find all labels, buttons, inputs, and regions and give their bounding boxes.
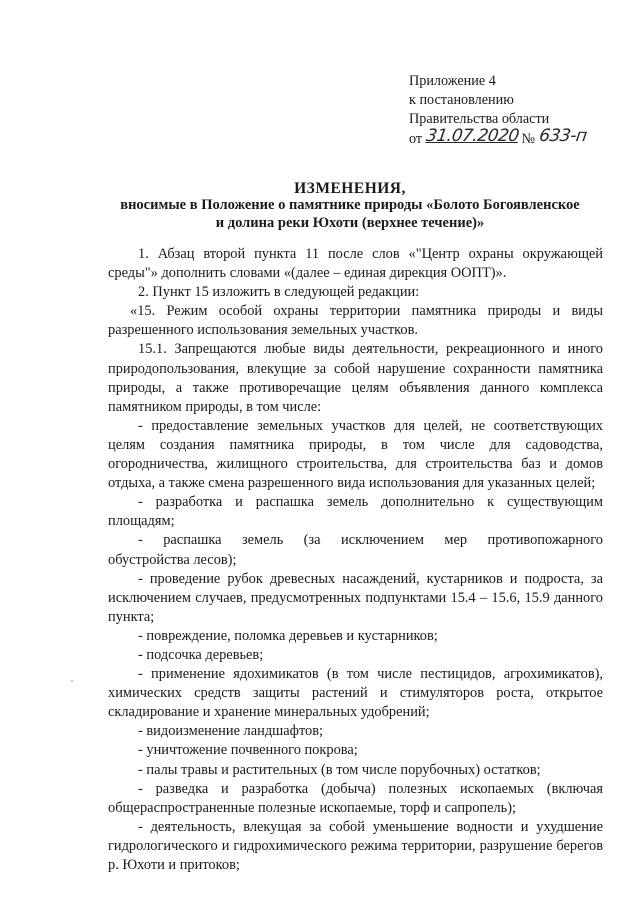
appendix-line-3: Правительства области xyxy=(409,111,550,127)
appendix-line-1: Приложение 4 xyxy=(409,73,496,89)
list-item-mining: - разведка и разработка (добыча) полезных ископаемых (включая общераспространенные полезные ископаемые, торф и сапропель); xyxy=(108,780,603,816)
list-item-burning: - палы травы и растительных (в том числе порубочных) остатков; xyxy=(138,761,541,778)
date-prefix: от xyxy=(409,131,423,147)
list-item-plowing-line-1: - распашка земель (за исключением мер противопожарного xyxy=(138,532,603,549)
subtitle-line-1: вносимые в Положение о памятнике природы «Болото Богоявленское xyxy=(120,197,580,213)
list-item-tree-damage: - повреждение, поломка деревьев и кустарников; xyxy=(138,627,438,644)
list-item-soil: - уничтожение почвенного покрова; xyxy=(138,742,358,759)
list-item-chemicals: - применение ядохимикатов (в том числе пестицидов, агрохимикатов), химических средств защиты растений и стимуляторов роста, открытое складирование и хранение минеральных удобрений; xyxy=(108,666,603,721)
paragraph-4: 15.1. Запрещаются любые виды деятельности, рекреационного и иного природопользования, влекущие за собой нарушение сохранности памятника природы, а также противоречащие целям объявления данного комплекса памятником природы, в том числе: xyxy=(108,341,603,415)
paragraph-3: «15. Режим особой охраны территории памятника природы и виды разрешенного использования земельных участков. xyxy=(108,303,603,339)
list-item-tapping: - подсочка деревьев; xyxy=(138,646,264,663)
appendix-header xyxy=(409,72,586,149)
appendix-line-2: к постановлению xyxy=(409,92,514,108)
document-subtitle xyxy=(100,196,600,232)
list-item-landscape: - видоизменение ландшафтов; xyxy=(138,723,324,740)
handwritten-number: 633-п xyxy=(537,126,588,146)
document-body xyxy=(108,245,603,875)
list-item-logging: - проведение рубок древесных насаждений, кустарников и подроста, за исключением случаев, предусмотренных подпунктами 15.4 – 15.6, 15.9 данного пункта; xyxy=(108,570,603,625)
list-item-hydrology: - деятельность, влекущая за собой уменьшение водности и ухудшение гидрологического и гидрохимического режима территории, разрушение берегов р. Юхоти и притоков; xyxy=(108,818,603,873)
document-title: ИЗМЕНЕНИЯ, xyxy=(294,180,406,197)
list-item-land-allocation: - предоставление земельных участков для целей, не соответствующих целям создания памятника природы, в том числе для садоводства, огородничества, жилищного строительства, для строительства баз и домов отдыха, а также смена разрешенного вида использования для указанных целей; xyxy=(108,417,603,492)
margin-speck xyxy=(71,680,73,682)
appendix-date-line xyxy=(409,126,588,149)
handwritten-date: 31.07.2020 xyxy=(424,126,520,146)
paragraph-1: 1. Абзац второй пункта 11 после слов «"Центр охраны окружающей среды"» дополнить словами «(далее – единая дирекция ООПТ)». xyxy=(108,246,603,282)
number-sign: № xyxy=(521,131,536,147)
paragraph-2: 2. Пункт 15 изложить в следующей редакции: xyxy=(138,284,420,301)
subtitle-line-2: и долина реки Юхоти (верхнее течение)» xyxy=(215,215,485,231)
list-item-plowing-line-2: обустройства лесов); xyxy=(108,551,237,568)
list-item-plowing-extra: - разработка и распашка земель дополнительно к существующим площадям; xyxy=(108,494,603,530)
